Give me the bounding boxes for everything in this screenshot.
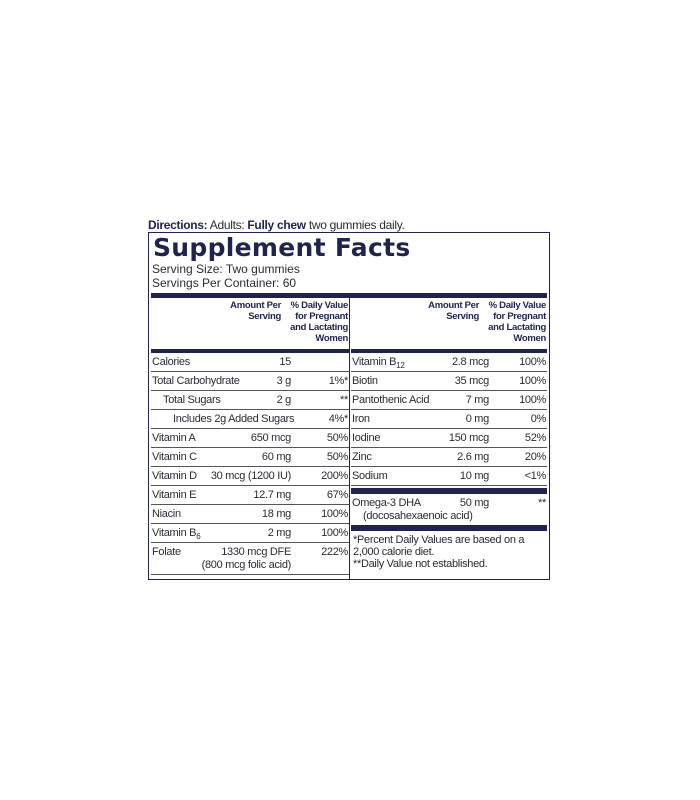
- nutrient-name: [352, 470, 388, 482]
- nutrient-row: [151, 372, 349, 391]
- nutrient-dv: 50%: [326, 432, 348, 444]
- nutrient-row: [151, 410, 349, 429]
- nutrient-dv: 52%: [524, 432, 546, 444]
- nutrient-name: [352, 356, 405, 370]
- nutrient-name-text: Vitamin C: [152, 451, 197, 463]
- nutrient-dv: 222%: [321, 546, 348, 558]
- nutrient-dv: <1%: [524, 470, 546, 482]
- nutrient-name: Omega-3 DHA: [352, 497, 421, 509]
- nutrient-name: [352, 413, 370, 425]
- nutrient-row: [351, 391, 547, 410]
- nutrient-amount: 10 mg: [459, 470, 489, 482]
- nutrient-row-omega: [351, 494, 547, 525]
- supplement-facts-panel: [148, 232, 550, 580]
- nutrient-amount: 2 g: [276, 394, 291, 406]
- directions-label: Directions:: [148, 218, 208, 232]
- nutrient-name: [163, 394, 221, 406]
- nutrient-dv: 4%*: [328, 413, 348, 425]
- nutrient-row: [351, 353, 547, 372]
- nutrient-name: [173, 413, 294, 425]
- nutrient-name-text: Iron: [352, 413, 370, 425]
- nutrient-name-text: Sodium: [352, 470, 388, 482]
- nutrient-amount: 1330 mcg DFE: [221, 546, 291, 558]
- dv-header: % Daily Value for Pregnant and Lactating Women: [290, 300, 348, 344]
- nutrient-row: [151, 467, 349, 486]
- nutrient-row: [151, 543, 349, 575]
- nutrient-amount: 18 mg: [261, 508, 291, 520]
- amount-header: Amount Per Serving: [428, 300, 479, 322]
- column-header: [151, 298, 349, 349]
- right-column: [351, 298, 547, 579]
- nutrient-dv: 20%: [524, 451, 546, 463]
- directions-text-2: two gummies daily.: [308, 218, 405, 232]
- nutrient-name-text: Pantothenic Acid: [352, 394, 430, 406]
- nutrient-dv: 0%: [530, 413, 546, 425]
- nutrient-row: [151, 486, 349, 505]
- nutrient-name: [352, 432, 380, 444]
- nutrient-name-text: Vitamin B: [352, 356, 397, 368]
- nutrient-name-text: Biotin: [352, 375, 378, 387]
- nutrient-name: [152, 432, 196, 444]
- nutrient-amount: 2.6 mg: [457, 451, 489, 463]
- nutrient-name: [152, 451, 197, 463]
- nutrient-name-text: Calories: [152, 356, 190, 368]
- nutrient-name-text: Vitamin A: [152, 432, 196, 444]
- nutrient-name: [152, 356, 190, 368]
- nutrient-row: [351, 448, 547, 467]
- nutrient-row: [151, 391, 349, 410]
- nutrient-dv: 100%: [519, 356, 546, 368]
- nutrient-amount: 3 g: [276, 375, 291, 387]
- nutrient-name-text: Zinc: [352, 451, 372, 463]
- nutrient-name-text: Total Sugars: [163, 394, 221, 406]
- nutrient-name-text: Folate: [152, 546, 181, 558]
- column-header: [351, 298, 547, 349]
- directions-text: Adults:: [209, 218, 245, 232]
- nutrient-name-text: Includes 2g Added Sugars: [173, 413, 295, 425]
- nutrient-name-text: Vitamin D: [152, 470, 197, 482]
- nutrient-amount: 0 mg: [465, 413, 489, 425]
- directions: [148, 218, 405, 232]
- nutrient-subscript: 6: [196, 532, 201, 541]
- nutrient-name: [352, 451, 372, 463]
- nutrient-name: [352, 375, 378, 387]
- nutrient-subscript: 12: [396, 361, 405, 370]
- nutrient-row: [151, 353, 349, 372]
- nutrient-amount: 15: [279, 356, 291, 368]
- nutrient-amount: 30 mcg (1200 IU): [210, 470, 291, 482]
- nutrient-amount: 2.8 mcg: [451, 356, 489, 368]
- nutrient-name: [152, 375, 240, 387]
- panel-title: Supplement Facts: [153, 233, 411, 262]
- nutrient-amount: 12.7 mg: [253, 489, 291, 501]
- nutrient-name: [352, 394, 429, 406]
- nutrient-dv: 100%: [519, 375, 546, 387]
- nutrient-name-text: Iodine: [352, 432, 381, 444]
- nutrient-dv: 1%*: [328, 375, 348, 387]
- amount-header: Amount Per Serving: [230, 300, 281, 322]
- footnote: **Daily Value not established.: [353, 558, 488, 570]
- nutrient-amount: 2 mg: [267, 527, 291, 539]
- nutrient-dv: 100%: [321, 527, 348, 539]
- nutrient-dv: **: [340, 394, 348, 406]
- nutrient-name-text: Vitamin B: [152, 527, 197, 539]
- nutrient-amount: 7 mg: [465, 394, 489, 406]
- nutrient-row: [151, 524, 349, 543]
- nutrient-row: [351, 467, 547, 486]
- nutrient-dv: **: [538, 497, 546, 509]
- nutrient-dv: 100%: [321, 508, 348, 520]
- nutrient-amount-detail: (800 mcg folic acid): [201, 559, 291, 571]
- nutrient-row: [151, 429, 349, 448]
- nutrient-amount: 150 mcg: [448, 432, 489, 444]
- servings-per-container: Servings Per Container: 60: [152, 276, 297, 290]
- dv-header: % Daily Value for Pregnant and Lactating Women: [488, 300, 546, 344]
- footnote: *Percent Daily Values are based on a 2,000 calorie diet.: [353, 534, 525, 558]
- nutrient-row: [151, 448, 349, 467]
- nutrient-amount: 60 mg: [261, 451, 291, 463]
- nutrient-name-detail: (docosahexaenoic acid): [363, 510, 473, 522]
- nutrient-dv: 50%: [326, 451, 348, 463]
- nutrient-name: [152, 489, 196, 501]
- nutrient-amount: 35 mcg: [454, 375, 489, 387]
- directions-bold: Fully chew: [247, 218, 306, 232]
- nutrient-row: [151, 505, 349, 524]
- nutrient-row: [351, 410, 547, 429]
- nutrient-name: [152, 508, 181, 520]
- nutrient-row: [351, 429, 547, 448]
- serving-size: Serving Size: Two gummies: [152, 262, 300, 276]
- nutrient-name: [152, 546, 181, 558]
- nutrient-name-text: Niacin: [152, 508, 181, 520]
- nutrient-dv: 67%: [326, 489, 348, 501]
- nutrient-dv: 100%: [519, 394, 546, 406]
- nutrient-row: [351, 372, 547, 391]
- nutrient-dv: 200%: [321, 470, 348, 482]
- nutrient-name: [152, 527, 200, 541]
- left-column: [151, 298, 350, 579]
- nutrient-name-text: Total Carbohydrate: [152, 375, 240, 387]
- nutrient-name-text: Vitamin E: [152, 489, 197, 501]
- nutrient-amount: 650 mcg: [250, 432, 291, 444]
- nutrient-amount: 50 mg: [459, 497, 489, 509]
- footnotes: [351, 531, 547, 573]
- nutrient-name: [152, 470, 197, 482]
